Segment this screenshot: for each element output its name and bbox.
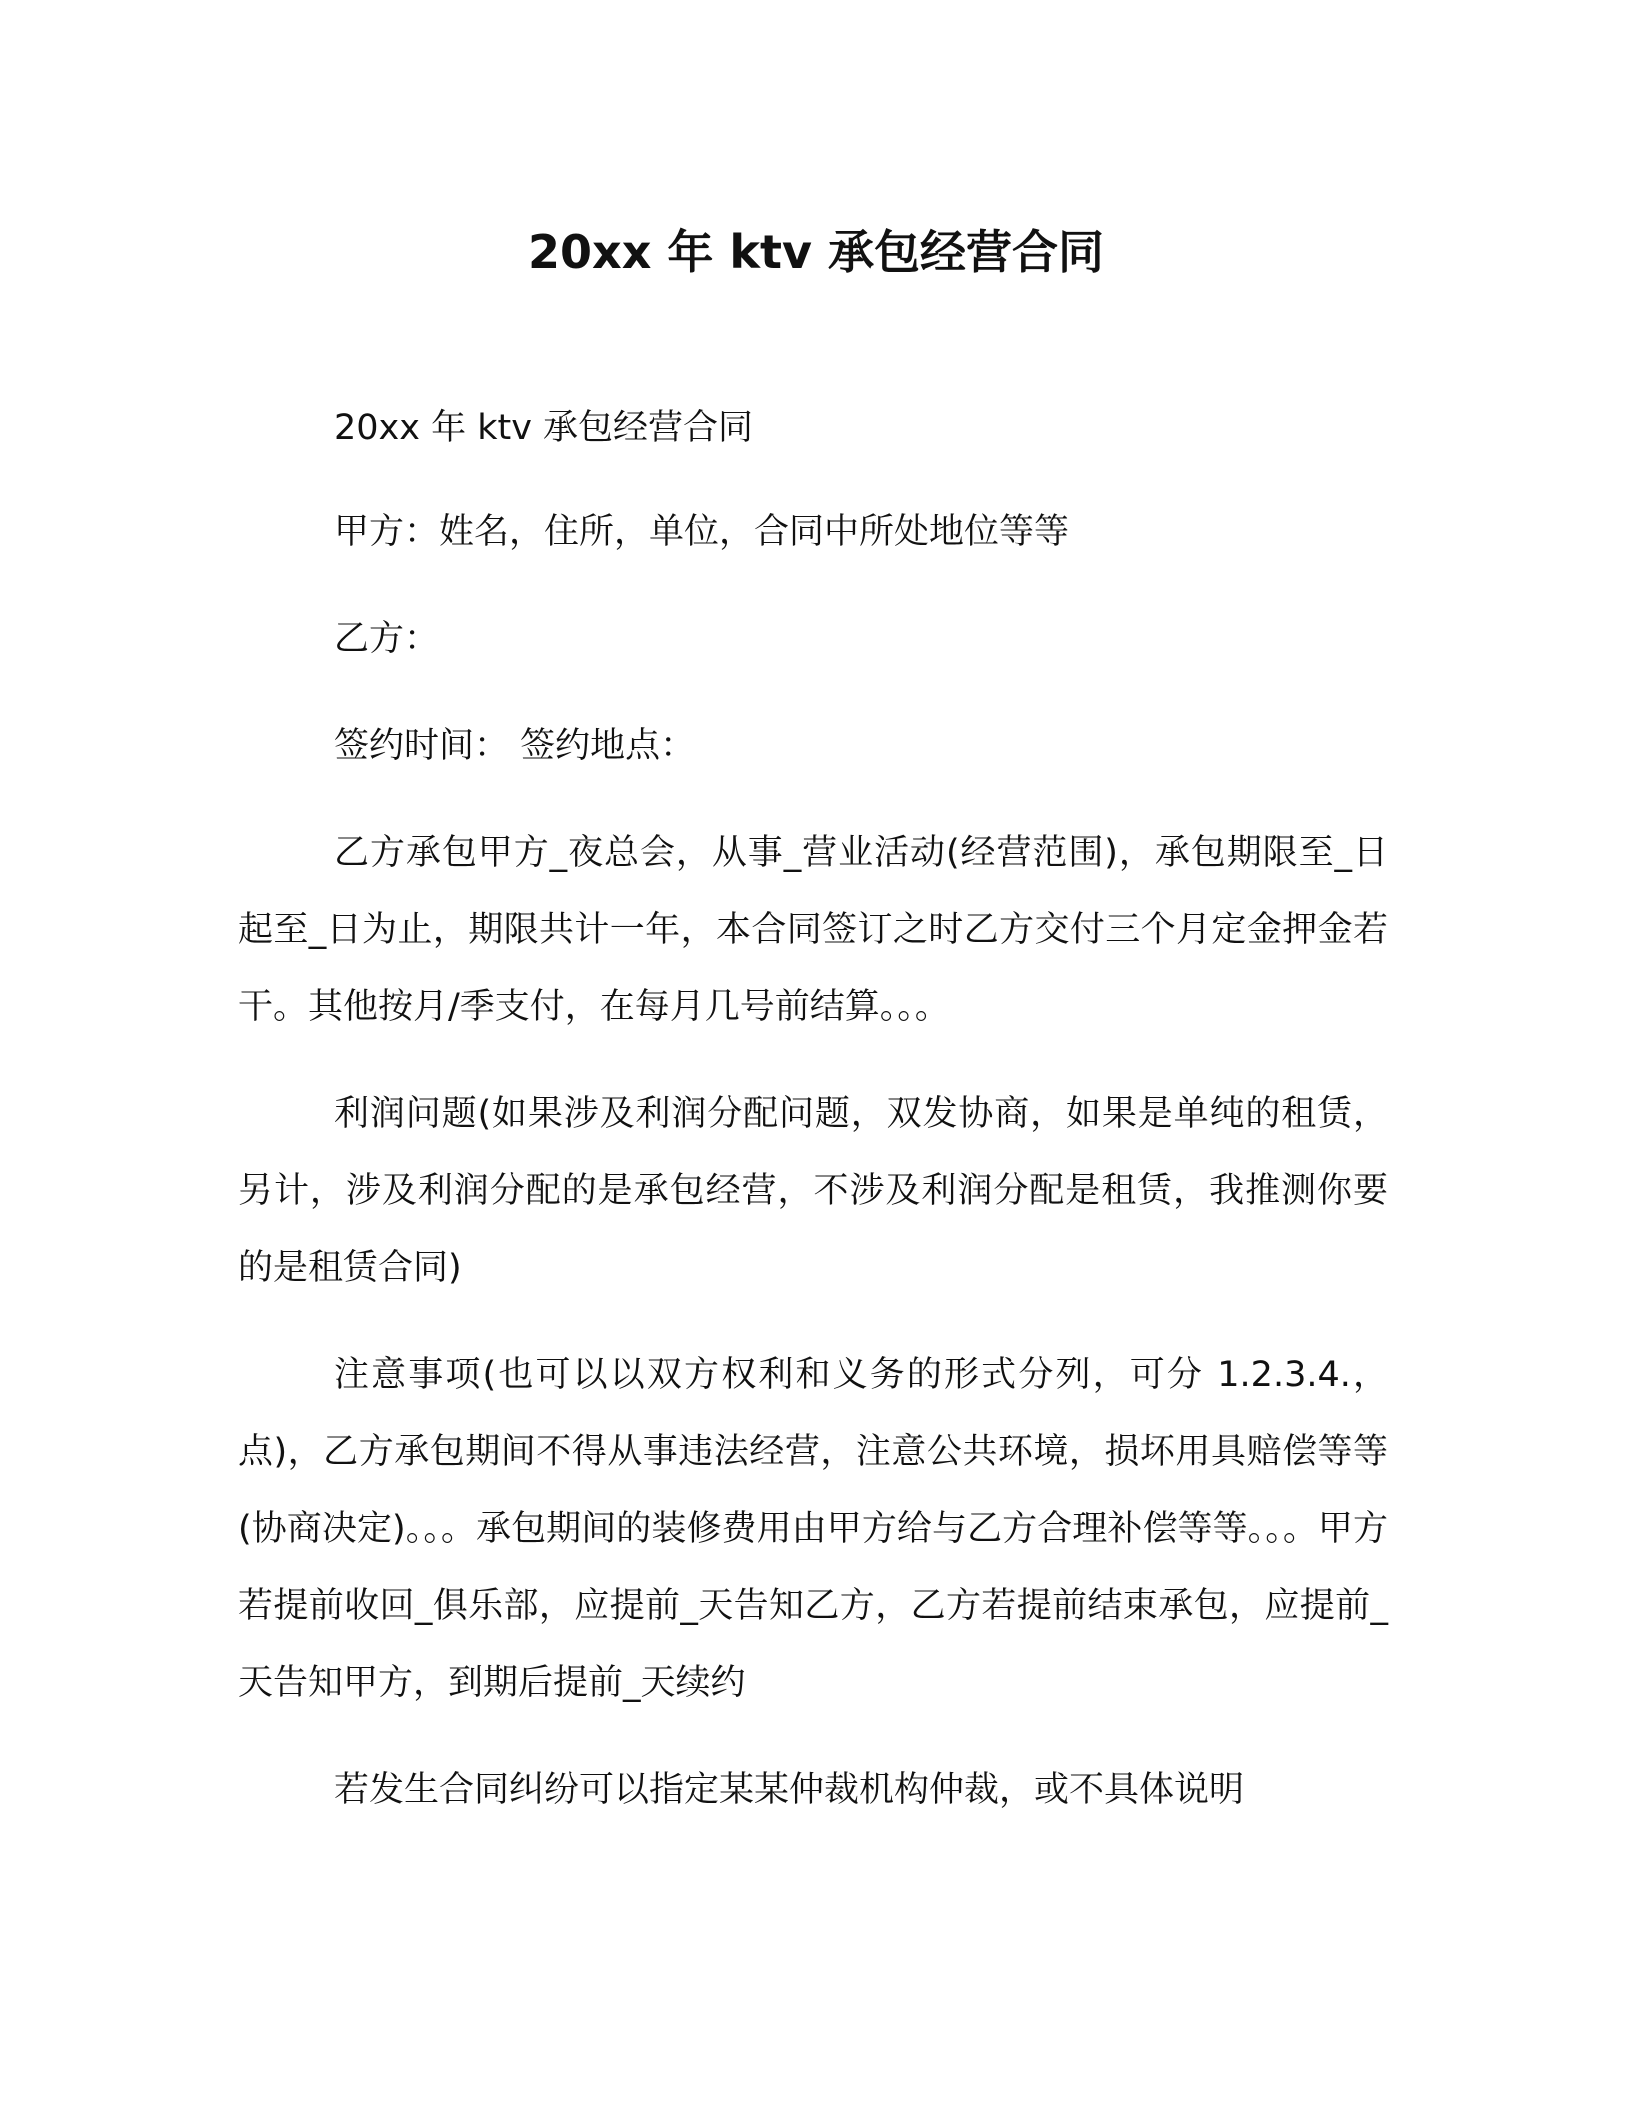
- paragraph-profit: 利润问题(如果涉及利润分配问题，双发协商，如果是单纯的租赁，另计，涉及利润分配的是承包经营，不涉及利润分配是租赁，我推测你要的是租赁合同): [238, 1094, 1388, 1288]
- paragraph-signing-info: 签约时间： 签约地点：: [334, 726, 696, 766]
- paragraph-subtitle: 20xx 年 ktv 承包经营合同: [334, 408, 754, 448]
- paragraph-party-a: 甲方：姓名，住所，单位，合同中所处地位等等: [334, 512, 1070, 552]
- paragraph-notes: 注意事项(也可以以双方权利和义务的形式分列，可分 1.2.3.4.，点)，乙方承包期间不得从事违法经营，注意公共环境，损坏用具赔偿等等(协商决定)。。。承包期间的装修费用由甲方给与乙方合理补偿等等。。。甲方若提前收回_俱乐部，应提前_天告知乙方，乙方若提前结束承包，应提前_天告知甲方，到期后提前_天续约: [238, 1355, 1388, 1703]
- paragraph-party-b: 乙方：: [334, 619, 440, 659]
- paragraph-contract-scope: 乙方承包甲方_夜总会，从事_营业活动(经营范围)，承包期限至_日起至_日为止，期限共计一年，本合同签订之时乙方交付三个月定金押金若干。其他按月/季支付，在每月几号前结算。。。: [238, 833, 1388, 1027]
- paragraph-dispute: 若发生合同纠纷可以指定某某仲裁机构仲裁，或不具体说明: [334, 1770, 1245, 1810]
- document-title: 20xx 年 ktv 承包经营合同: [528, 225, 1104, 279]
- document-body: [238, 390, 1388, 1859]
